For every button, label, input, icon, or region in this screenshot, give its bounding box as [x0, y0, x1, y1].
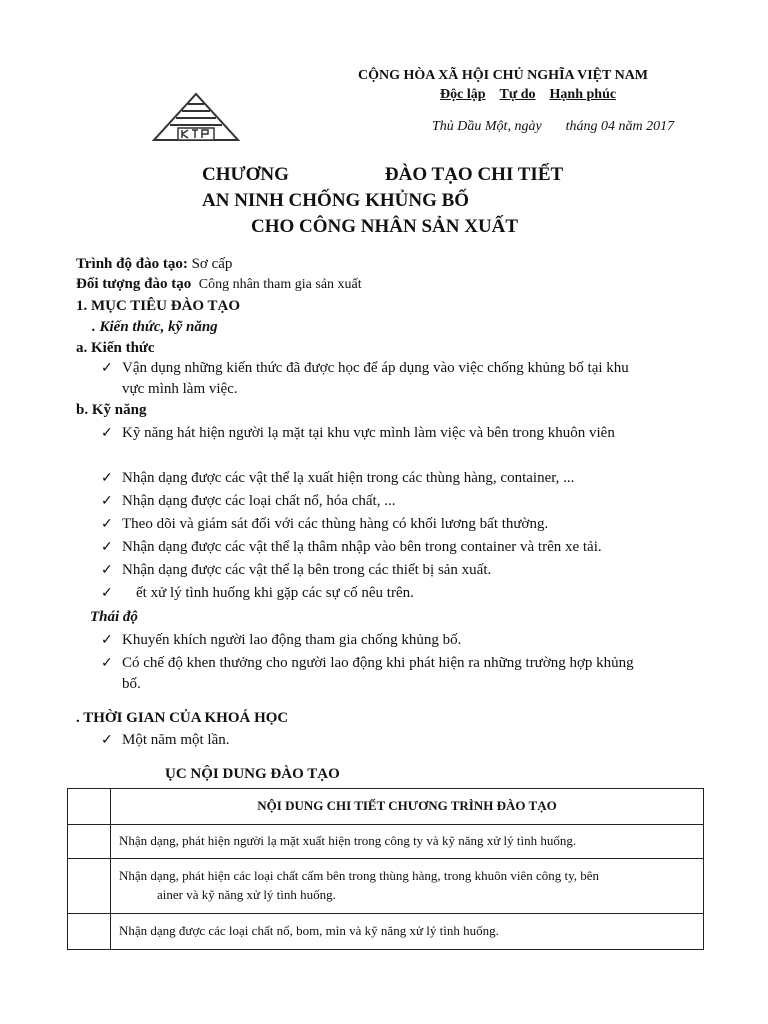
check-icon: ✓: [101, 733, 113, 748]
section-3-heading: ỤC NỘI DUNG ĐÀO TẠO: [165, 766, 340, 782]
motto-part-3: Hạnh phúc: [549, 87, 617, 102]
training-target-label: Đối tượng đào tạo: [76, 276, 192, 292]
check-icon: ✓: [101, 471, 113, 486]
skill-item: ết xử lý tình huống khi gặp các sự cố nêu trên.: [136, 585, 414, 601]
table-cell: [68, 914, 111, 950]
date-place: Thủ Dầu Một, ngày: [432, 119, 542, 134]
title-line-2: AN NINH CHỐNG KHỦNG BỐ: [202, 190, 470, 211]
check-icon: ✓: [101, 563, 113, 578]
section-1-subheading: . Kiến thức, kỹ năng: [92, 319, 218, 335]
training-target-value: Công nhân tham gia sản xuất: [198, 277, 362, 292]
knowledge-item-line-1: Vận dụng những kiến thức đã được học để áp dụng vào việc chống khủng bố tại khu: [122, 360, 629, 376]
skill-item: Kỹ năng hát hiện người lạ mặt tại khu vực mình làm việc và bên trong khuôn viên: [122, 425, 615, 441]
table-cell: [111, 825, 704, 859]
title-line-3: CHO CÔNG NHÂN SẢN XUẤT: [251, 216, 519, 237]
company-logo-icon: [150, 92, 242, 144]
check-icon: ✓: [101, 517, 113, 532]
check-icon: ✓: [101, 361, 113, 376]
motto-part-2: Tự do: [499, 87, 536, 102]
table-header-row: [68, 789, 704, 825]
check-icon: ✓: [101, 633, 113, 648]
title-word-training: ĐÀO TẠO CHI TIẾT: [384, 164, 564, 185]
content-table: [67, 788, 704, 950]
table-row: [68, 825, 704, 859]
table-cell: [111, 859, 704, 914]
check-icon: ✓: [101, 586, 113, 601]
table-row: [68, 859, 704, 914]
section-2-heading: . THỜI GIAN CỦA KHOÁ HỌC: [76, 710, 289, 726]
attitude-item-line-2: bố.: [122, 676, 141, 692]
section-1-heading: 1. MỤC TIÊU ĐÀO TẠO: [76, 298, 241, 314]
title-word-program: CHƯƠNG: [202, 164, 289, 185]
date-line: [432, 119, 674, 135]
knowledge-heading: a. Kiến thức: [76, 340, 155, 356]
motto: [440, 87, 616, 103]
duration-item: Một năm một lần.: [122, 732, 230, 748]
attitude-item: Khuyến khích người lao động tham gia chống khủng bố.: [122, 632, 462, 648]
skill-item: Nhận dạng được các loại chất nổ, hóa chất, ...: [122, 493, 396, 509]
training-level: [76, 256, 232, 273]
table-cell: [68, 825, 111, 859]
knowledge-item-line-2: vực mình làm việc.: [122, 381, 238, 397]
training-level-label: Trình độ đào tạo:: [76, 256, 188, 272]
skill-item: Nhận dạng được các vật thể lạ bên trong các thiết bị sản xuất.: [122, 562, 492, 578]
nation-name: CỘNG HÒA XÃ HỘI CHỦ NGHĨA VIỆT NAM: [358, 68, 649, 83]
table-cell: [68, 789, 111, 825]
skills-heading: b. Kỹ năng: [76, 402, 147, 418]
table-row-text: ainer và kỹ năng xử lý tình huống.: [157, 887, 336, 902]
table-cell: [68, 859, 111, 914]
skill-item: Theo dõi và giám sát đối với các thùng hàng có khối lương bất thường.: [122, 516, 549, 532]
training-target: [76, 276, 362, 293]
table-row-text: Nhận dạng được các loại chất nổ, bom, mìn và kỹ năng xử lý tình huống.: [119, 923, 499, 938]
date-month-year: tháng 04 năm 2017: [565, 119, 675, 134]
table-cell: [111, 914, 704, 950]
table-header-cell: NỘI DUNG CHI TIẾT CHƯƠNG TRÌNH ĐÀO TẠO: [111, 789, 704, 825]
check-icon: ✓: [101, 540, 113, 555]
attitude-heading: Thái độ: [90, 609, 138, 625]
check-icon: ✓: [101, 494, 113, 509]
table-row: [68, 914, 704, 950]
check-icon: ✓: [101, 426, 113, 441]
title-line-1: [202, 164, 563, 186]
motto-part-1: Độc lập: [440, 87, 486, 102]
skill-item: Nhận dạng được các vật thể lạ xuất hiện trong các thùng hàng, container, ...: [122, 470, 575, 486]
table-row-text: Nhận dạng, phát hiện các loại chất cấm bên trong thùng hàng, trong khuôn viên công ty, bên: [119, 868, 600, 883]
training-level-value: Sơ cấp: [191, 256, 233, 272]
check-icon: ✓: [101, 656, 113, 671]
attitude-item-line-1: Có chế độ khen thưởng cho người lao động khi phát hiện ra những trường hợp khủng: [122, 655, 634, 671]
table-row-text: Nhận dạng, phát hiện người lạ mặt xuất hiện trong công ty và kỹ năng xử lý tình huống.: [119, 833, 577, 848]
skill-item: Nhận dạng được các vật thể lạ thâm nhập vào bên trong container và trên xe tải.: [122, 539, 602, 555]
